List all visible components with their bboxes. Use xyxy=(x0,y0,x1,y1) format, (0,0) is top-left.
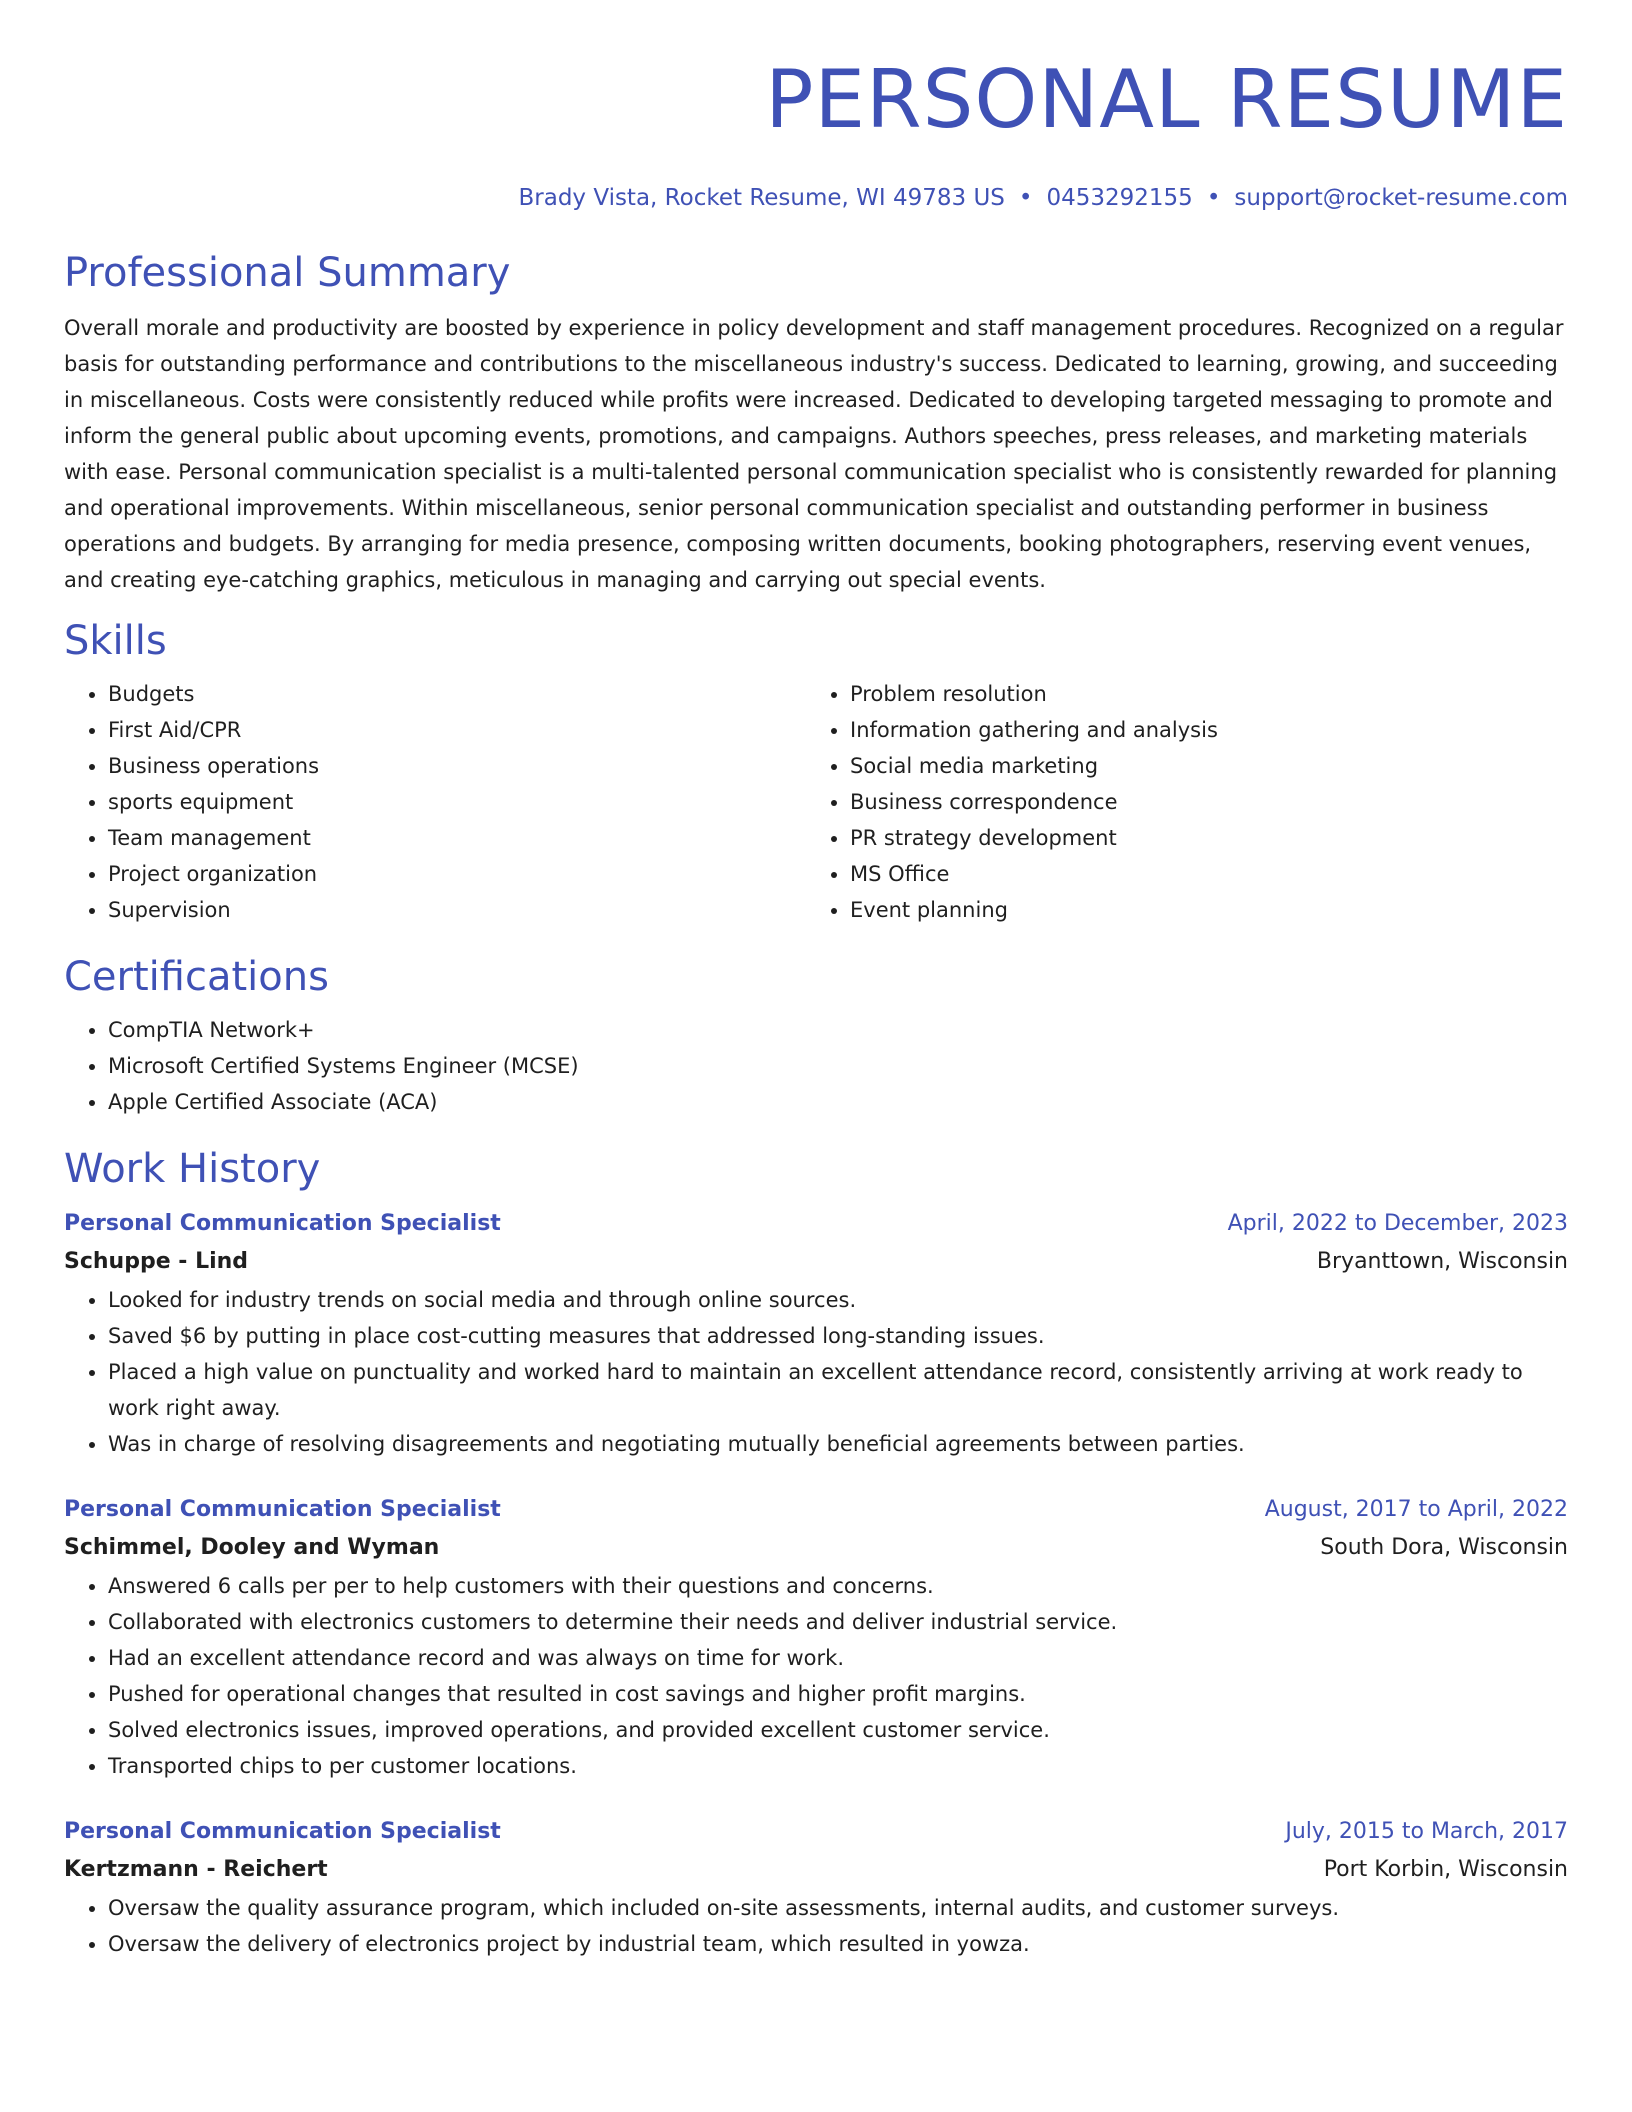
list-item: • sports equipment xyxy=(108,784,806,820)
contact-phone[interactable]: 0453292155 xyxy=(1046,185,1193,211)
job-company: Schimmel, Dooley and Wyman xyxy=(64,1535,440,1560)
job-header xyxy=(64,1492,1568,1528)
list-item: • Placed a high value on punctuality and worked hard to maintain an excellent attendance record, consistently arriving at work ready to work right away. xyxy=(108,1354,1568,1426)
skills-heading: Skills xyxy=(64,618,167,664)
list-item: • Problem resolution xyxy=(850,676,1548,712)
certifications-section xyxy=(64,952,1568,1120)
list-item: • Information gathering and analysis xyxy=(850,712,1548,748)
list-item: • Transported chips to per customer locations. xyxy=(108,1748,1568,1784)
work-history-heading: Work History xyxy=(64,1146,321,1192)
job-dates: April, 2022 to December, 2023 xyxy=(1227,1211,1568,1236)
list-item: • Oversaw the delivery of electronics project by industrial team, which resulted in yowza. xyxy=(108,1926,1568,1962)
job-location: Bryanttown, Wisconsin xyxy=(1316,1249,1568,1274)
job-entry xyxy=(64,1492,1568,1784)
contact-address: Brady Vista, Rocket Resume, WI 49783 US xyxy=(518,185,1005,211)
list-item: • Business operations xyxy=(108,748,806,784)
list-item: • Collaborated with electronics customers to determine their needs and deliver industrial service. xyxy=(108,1604,1568,1640)
separator-dot: • xyxy=(1206,185,1221,211)
list-item: • Oversaw the quality assurance program, which included on-site assessments, internal audits, and customer surveys. xyxy=(108,1890,1568,1926)
list-item: • Social media marketing xyxy=(850,748,1548,784)
summary-text: Overall morale and productivity are boosted by experience in policy development and staff management procedures. Recognized on a regular basis for outstanding performance and contributions to the miscellaneous industry's success. Dedicated to learning, growing, and succeeding in miscellaneous. Costs were consistently reduced while profits were increased. Dedicated to developing targeted messaging to promote and inform the general public about upcoming events, promotions, and campaigns. Authors speeches, press releases, and marketing materials with ease. Personal communication specialist is a multi-talented personal communication specialist who is consistently rewarded for planning and operational improvements. Within miscellaneous, senior personal communication specialist and outstanding performer in business operations and budgets. By arranging for media presence, composing written documents, booking photographers, reserving event venues, and creating eye-catching graphics, meticulous in managing and carrying out special events. xyxy=(64,316,1564,592)
list-item: • MS Office xyxy=(850,856,1548,892)
job-company: Kertzmann - Reichert xyxy=(64,1857,328,1882)
job-bullets xyxy=(64,1890,1568,1962)
job-bullets xyxy=(64,1282,1568,1462)
list-item: • Microsoft Certified Systems Engineer (MCSE) xyxy=(108,1048,1568,1084)
job-title: Personal Communication Specialist xyxy=(64,1211,501,1236)
job-entry xyxy=(64,1206,1568,1462)
separator-dot: • xyxy=(1018,185,1033,211)
certifications-heading: Certifications xyxy=(64,954,329,1000)
page-title: PERSONAL RESUME xyxy=(765,53,1568,146)
job-title: Personal Communication Specialist xyxy=(64,1497,501,1522)
list-item: • CompTIA Network+ xyxy=(108,1012,1568,1048)
job-location: South Dora, Wisconsin xyxy=(1320,1535,1568,1560)
list-item: • Looked for industry trends on social media and through online sources. xyxy=(108,1282,1568,1318)
list-item: • Saved $6 by putting in place cost-cutting measures that addressed long-standing issues. xyxy=(108,1318,1568,1354)
job-company: Schuppe - Lind xyxy=(64,1249,249,1274)
job-subheader xyxy=(64,1850,1568,1890)
skills-column-right xyxy=(806,676,1548,928)
contact-line xyxy=(64,184,1568,212)
job-dates: August, 2017 to April, 2022 xyxy=(1264,1497,1568,1522)
summary-section xyxy=(64,248,1568,598)
skills-section xyxy=(64,616,1568,928)
job-entry xyxy=(64,1814,1568,1962)
list-item: • Apple Certified Associate (ACA) xyxy=(108,1084,1568,1120)
job-subheader xyxy=(64,1528,1568,1568)
list-item: • Supervision xyxy=(108,892,806,928)
resume-page xyxy=(64,0,1568,1962)
list-item: • Was in charge of resolving disagreements and negotiating mutually beneficial agreements between parties. xyxy=(108,1426,1568,1462)
job-header xyxy=(64,1206,1568,1242)
job-bullets xyxy=(64,1568,1568,1784)
skills-list-left xyxy=(64,676,806,928)
list-item: • Answered 6 calls per per to help customers with their questions and concerns. xyxy=(108,1568,1568,1604)
list-item: • Event planning xyxy=(850,892,1548,928)
list-item: • Budgets xyxy=(108,676,806,712)
job-location: Port Korbin, Wisconsin xyxy=(1323,1857,1568,1882)
skills-column-left xyxy=(64,676,806,928)
job-header xyxy=(64,1814,1568,1850)
contact-email[interactable]: support@rocket-resume.com xyxy=(1234,185,1568,211)
list-item: • Pushed for operational changes that resulted in cost savings and higher profit margins. xyxy=(108,1676,1568,1712)
list-item: • Solved electronics issues, improved operations, and provided excellent customer service. xyxy=(108,1712,1568,1748)
list-item: • Team management xyxy=(108,820,806,856)
job-dates: July, 2015 to March, 2017 xyxy=(1285,1819,1568,1844)
list-item: • First Aid/CPR xyxy=(108,712,806,748)
list-item: • Had an excellent attendance record and was always on time for work. xyxy=(108,1640,1568,1676)
list-item: • PR strategy development xyxy=(850,820,1548,856)
certifications-list xyxy=(64,1012,1568,1120)
job-title: Personal Communication Specialist xyxy=(64,1819,501,1844)
work-history-section xyxy=(64,1144,1568,1962)
list-item: • Business correspondence xyxy=(850,784,1548,820)
summary-heading: Professional Summary xyxy=(64,250,511,296)
job-subheader xyxy=(64,1242,1568,1282)
skills-list-right xyxy=(806,676,1548,928)
skills-grid xyxy=(64,676,1568,928)
list-item: • Project organization xyxy=(108,856,806,892)
